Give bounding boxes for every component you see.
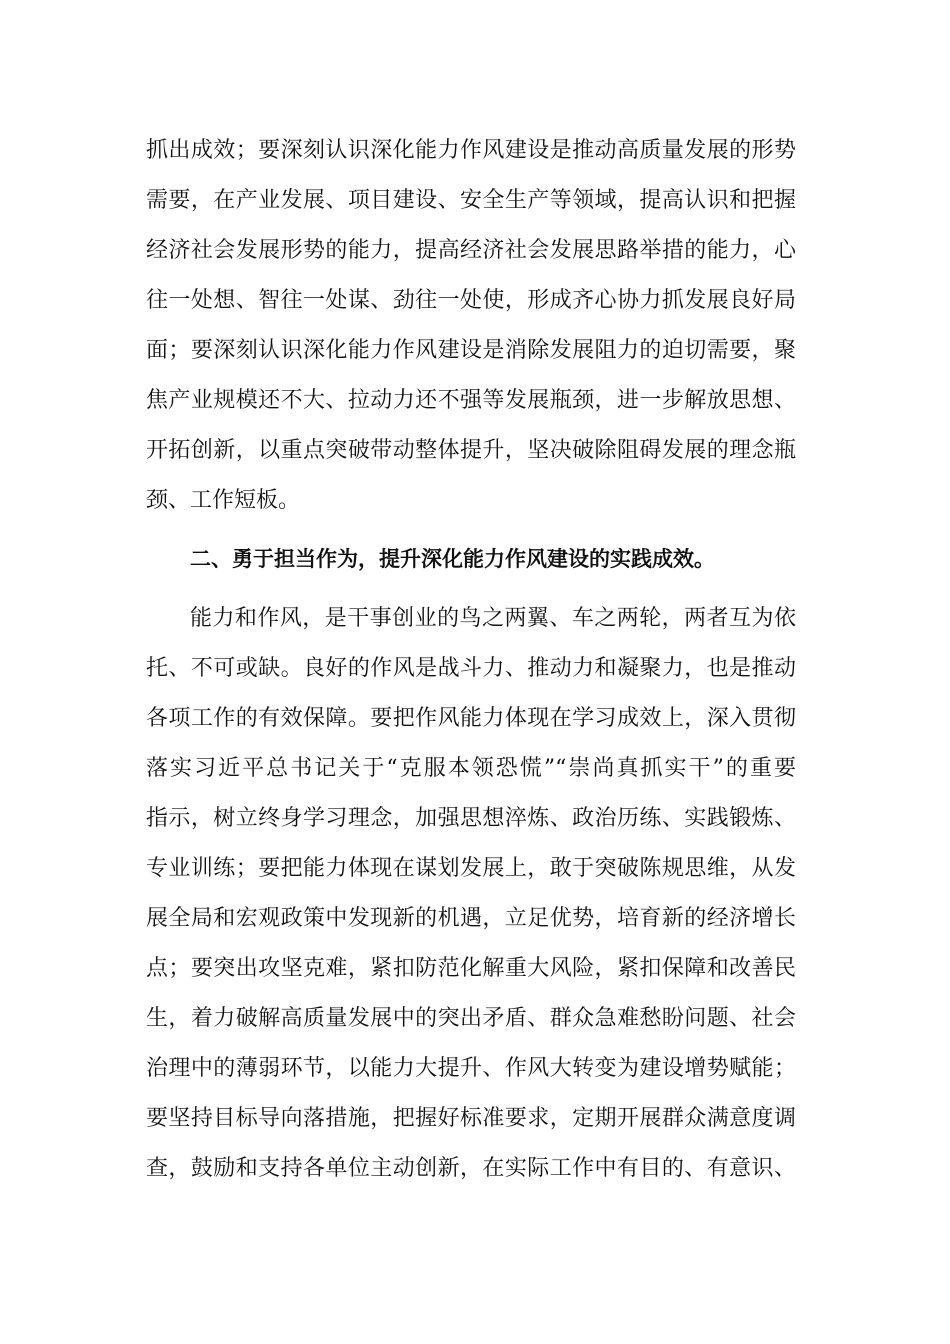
paragraph-1-line-5: 面；要深刻认识深化能力作风建设是消除发展阻力的迫切需要，聚 xyxy=(146,338,796,363)
paragraph-1-line-3: 经济社会发展形势的能力，提高经济社会发展思路举措的能力，心 xyxy=(146,238,796,263)
paragraph-2-line-11: 要坚持目标导向落措施，把握好标准要求，定期开展群众满意度调 xyxy=(146,1106,796,1131)
paragraph-1-line-2: 需要，在产业发展、项目建设、安全生产等领域，提高认识和把握 xyxy=(146,188,796,213)
paragraph-2-line-1: 能力和作风，是干事创业的鸟之两翼、车之两轮，两者互为依 xyxy=(190,606,796,631)
paragraph-2-line-5: 指示，树立终身学习理念，加强思想淬炼、政治历练、实践锻炼、 xyxy=(146,806,796,831)
paragraph-1-line-8: 颈、工作短板。 xyxy=(146,488,301,513)
paragraph-1-line-1: 抓出成效；要深刻认识深化能力作风建设是推动高质量发展的形势 xyxy=(146,138,796,163)
paragraph-1-line-4: 往一处想、智往一处谋、劲往一处使，形成齐心协力抓发展良好局 xyxy=(146,288,796,313)
paragraph-2-line-10: 治理中的薄弱环节，以能力大提升、作风大转变为建设增势赋能； xyxy=(146,1056,796,1081)
paragraph-2-line-2: 托、不可或缺。良好的作风是战斗力、推动力和凝聚力，也是推动 xyxy=(146,656,796,681)
paragraph-2-line-4: 落实习近平总书记关于“克服本领恐慌”“崇尚真抓实干”的重要 xyxy=(146,756,796,781)
paragraph-2-line-3: 各项工作的有效保障。要把作风能力体现在学习成效上，深入贯彻 xyxy=(146,706,796,731)
paragraph-1-line-7: 开拓创新，以重点突破带动整体提升，坚决破除阻碍发展的理念瓶 xyxy=(146,438,796,463)
paragraph-2-line-7: 展全局和宏观政策中发现新的机遇，立足优势，培育新的经济增长 xyxy=(146,906,796,931)
paragraph-1-line-6: 焦产业规模还不大、拉动力还不强等发展瓶颈，进一步解放思想、 xyxy=(146,388,796,413)
paragraph-2-line-12: 查，鼓励和支持各单位主动创新，在实际工作中有目的、有意识、 xyxy=(146,1156,796,1181)
paragraph-2-line-8: 点；要突出攻坚克难，紧扣防范化解重大风险，紧扣保障和改善民 xyxy=(146,956,796,981)
section-heading: 二、勇于担当作为，提升深化能力作风建设的实践成效。 xyxy=(190,547,715,571)
paragraph-2-line-9: 生，着力破解高质量发展中的突出矛盾、群众急难愁盼问题、社会 xyxy=(146,1006,796,1031)
paragraph-2-line-6: 专业训练；要把能力体现在谋划发展上，敢于突破陈规思维，从发 xyxy=(146,856,796,881)
